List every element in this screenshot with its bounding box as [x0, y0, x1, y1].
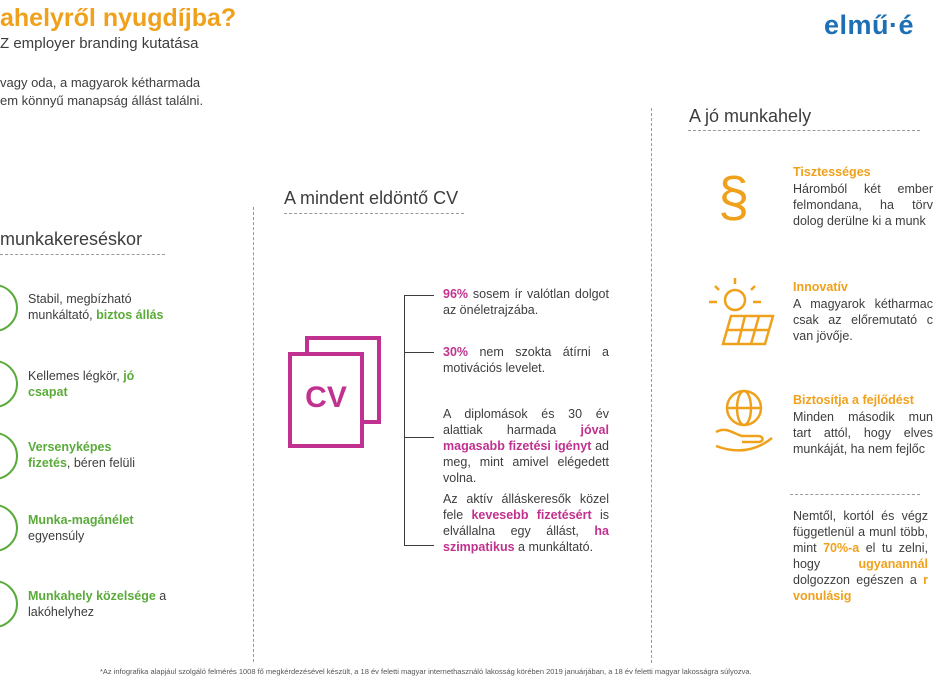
intro-text	[0, 74, 205, 110]
right-item-2-head: Innovatív	[793, 280, 848, 294]
middle-title-underline	[284, 213, 464, 214]
cv-label: CV	[305, 381, 347, 414]
divider-left	[253, 207, 254, 662]
intro-line-2: em könnyű manapság állást találni.	[0, 93, 204, 108]
cv-stat-1: 96% sosem ír valótlan dolgot az önéletrajzába.	[443, 287, 609, 317]
cv-bracket-tick-4	[404, 545, 434, 546]
right-closing-divider	[790, 494, 920, 495]
left-item-4: Munka-magánélet egyensúly	[28, 513, 134, 543]
left-item-1: Stabil, megbízható munkáltató, biztos állás	[28, 292, 164, 322]
cv-bracket-tick-1	[404, 295, 434, 296]
middle-section-title: A mindent eldöntő CV	[284, 188, 459, 208]
right-item-3-head: Biztosítja a fejlődést	[793, 393, 914, 407]
right-title-underline	[688, 130, 920, 131]
globe-hand-icon	[712, 386, 776, 456]
left-item-3: Versenyképes fizetés, béren felüli	[28, 440, 136, 470]
intro-line-1: vagy oda, a magyarok kétharmada	[0, 75, 201, 90]
work-life-balance-icon	[0, 504, 18, 552]
left-item-2: Kellemes légkör, jó csapat	[28, 369, 135, 399]
cv-stat-3: A diplomások és 30 év alattiak harmada jóval magasabb fizetési igényt ad meg, mint amivel elégedett volna.	[443, 407, 609, 485]
right-item-1-head: Tisztességes	[793, 165, 871, 179]
cv-stat-4: Az aktív álláskeresők közel fele kevesebb fizetésért is elvállalna egy állást, ha szimpatikus a munkáltató.	[443, 492, 609, 554]
right-section-title: A jó munkahely	[689, 106, 812, 126]
salary-icon	[0, 432, 18, 480]
page-subtitle: Z employer branding kutatása	[0, 35, 199, 52]
footnote: *Az infografika alapjául szolgáló felmérés 1008 fő megkérdezésével készült, a 18 év feletti magyar internethasználó lakosság körében 2019 januárjában, a 18 év feletti magyar lakosságra súlyozva.	[100, 667, 752, 676]
right-item-3-text: Minden második mun tart attól, hogy elves munkáját, ha nem fejlőc	[793, 410, 933, 456]
location-icon	[0, 580, 18, 628]
cv-stat-2: 30% nem szokta átírni a motivációs levelet.	[443, 345, 609, 375]
solar-panel-icon	[703, 274, 779, 350]
cv-bracket-tick-2	[404, 352, 434, 353]
page-title: ahelyről nyugdíjba?	[0, 4, 237, 32]
left-title-underline	[0, 254, 165, 255]
cv-bracket-tick-3	[404, 437, 434, 438]
left-section-title: munkakereséskor	[0, 229, 143, 249]
left-item-5: Munkahely közelsége a lakóhelyhez	[28, 589, 167, 619]
stable-employer-icon	[0, 284, 18, 332]
right-item-2-text: A magyarok kétharmac csak az előremutató c van jövője.	[793, 297, 933, 343]
team-icon	[0, 360, 18, 408]
paragraph-icon: §	[718, 165, 750, 228]
divider-right	[651, 108, 652, 663]
right-item-1-text: Háromból két ember felmondana, ha törv dolog derülne ki a munk	[793, 182, 933, 228]
cv-bracket	[404, 295, 435, 545]
right-closing-text: Nemtől, kortól és végz függetlenül a munl több, mint 70%-a el tu zelni, hogy ugyanannál dolgozzon egészen a r vonulásig	[793, 509, 928, 603]
brand-logo: elmű·é	[824, 10, 915, 40]
